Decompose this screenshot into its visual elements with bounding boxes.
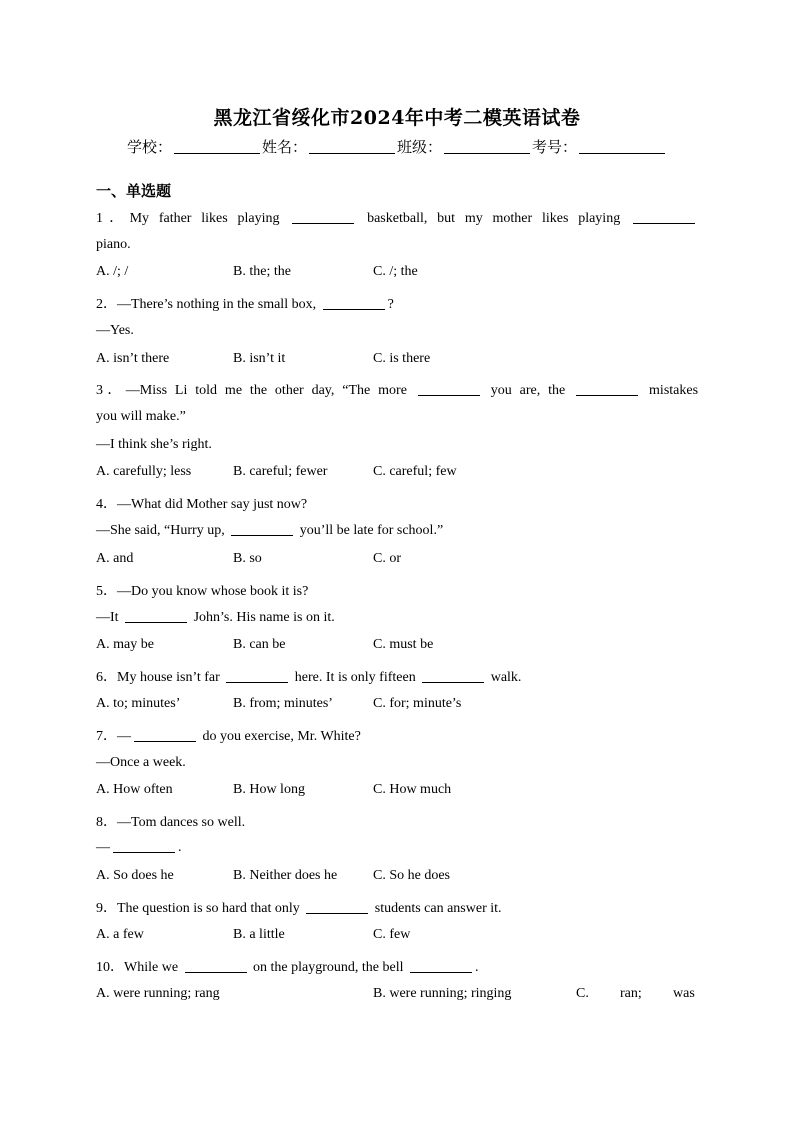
question-9-stem: 9．The question is so hard that only students can answer it.	[96, 901, 502, 916]
question-8-reply: — .	[96, 840, 182, 855]
answer-blank[interactable]	[113, 840, 175, 853]
q9-option-a[interactable]: A. a few	[96, 927, 144, 942]
q8-option-b[interactable]: B. Neither does he	[233, 868, 338, 883]
question-1-stem: 1．My father likes playing basketball, but my mother likes playing	[96, 207, 698, 227]
answer-blank[interactable]	[231, 523, 293, 536]
answer-blank[interactable]	[134, 729, 196, 742]
name-label: 姓名：	[261, 138, 307, 156]
q9-option-b[interactable]: B. a little	[233, 927, 285, 942]
question-3-stem: 3．—Miss Li told me the other day, “The more you are, the mistakes	[96, 383, 699, 398]
question-4-stem: 4．—What did Mother say just now?	[96, 497, 308, 512]
question-2-stem: 2．—There’s nothing in the small box, ?	[96, 297, 394, 312]
question-3-reply: —I think she’s right.	[96, 437, 212, 452]
question-8-stem: 8．—Tom dances so well.	[96, 815, 246, 830]
answer-blank[interactable]	[633, 211, 695, 224]
q2-option-a[interactable]: A. isn’t there	[96, 351, 170, 366]
section-heading: 一、单选题	[96, 182, 172, 200]
q8-option-c[interactable]: C. So he does	[373, 868, 450, 883]
answer-blank[interactable]	[323, 297, 385, 310]
question-5-reply: —It John’s. His name is on it.	[96, 610, 335, 625]
q6-option-b[interactable]: B. from; minutes’	[233, 696, 333, 711]
answer-blank[interactable]	[292, 211, 354, 224]
exam-no-blank[interactable]	[579, 139, 665, 154]
class-blank[interactable]	[444, 139, 530, 154]
answer-blank[interactable]	[185, 960, 247, 973]
name-blank[interactable]	[309, 139, 395, 154]
q1-option-c[interactable]: C. /; the	[373, 264, 418, 279]
q10-option-c-text-2: was	[673, 986, 695, 1001]
class-label: 班级：	[397, 138, 443, 156]
q2-option-b[interactable]: B. isn’t it	[233, 351, 286, 366]
q3-option-a[interactable]: A. carefully; less	[96, 464, 192, 479]
question-6-stem: 6．My house isn’t far here. It is only fifteen walk.	[96, 670, 522, 685]
q4-option-c[interactable]: C. or	[373, 551, 401, 566]
question-3-stem-cont: you will make.”	[96, 409, 186, 424]
q7-option-a[interactable]: A. How often	[96, 782, 173, 797]
answer-blank[interactable]	[576, 383, 638, 396]
question-1-stem-cont: piano.	[96, 237, 131, 252]
question-7-reply: —Once a week.	[96, 755, 186, 770]
q1-option-a[interactable]: A. /; /	[96, 264, 129, 279]
q8-option-a[interactable]: A. So does he	[96, 868, 174, 883]
q3-option-b[interactable]: B. careful; fewer	[233, 464, 328, 479]
question-2-reply: —Yes.	[96, 323, 134, 338]
question-4-reply: —She said, “Hurry up, you’ll be late for school.”	[96, 523, 444, 538]
answer-blank[interactable]	[418, 383, 480, 396]
q10-option-c-label[interactable]: C.	[576, 986, 589, 1001]
q6-option-a[interactable]: A. to; minutes’	[96, 696, 181, 711]
q1-option-b[interactable]: B. the; the	[233, 264, 291, 279]
question-7-stem: 7．— do you exercise, Mr. White?	[96, 729, 361, 744]
answer-blank[interactable]	[422, 670, 484, 683]
q3-option-c[interactable]: C. careful; few	[373, 464, 457, 479]
exam-no-label: 考号：	[532, 138, 578, 156]
page-title: 黑龙江省绥化市2024年中考二模英语试卷	[213, 107, 581, 129]
q5-option-a[interactable]: A. may be	[96, 637, 154, 652]
answer-blank[interactable]	[226, 670, 288, 683]
q5-option-c[interactable]: C. must be	[373, 637, 434, 652]
answer-blank[interactable]	[410, 960, 472, 973]
school-blank[interactable]	[174, 139, 260, 154]
q2-option-c[interactable]: C. is there	[373, 351, 431, 366]
question-10-stem: 10．While we on the playground, the bell .	[96, 960, 479, 975]
q7-option-c[interactable]: C. How much	[373, 782, 452, 797]
q6-option-c[interactable]: C. for; minute’s	[373, 696, 462, 711]
q9-option-c[interactable]: C. few	[373, 927, 411, 942]
q7-option-b[interactable]: B. How long	[233, 782, 305, 797]
question-5-stem: 5．—Do you know whose book it is?	[96, 584, 309, 599]
q4-option-a[interactable]: A. and	[96, 551, 134, 566]
school-label: 学校：	[126, 138, 172, 156]
q4-option-b[interactable]: B. so	[233, 551, 262, 566]
q10-option-a[interactable]: A. were running; rang	[96, 986, 220, 1001]
answer-blank[interactable]	[125, 610, 187, 623]
student-info-row	[0, 136, 794, 157]
q10-option-b[interactable]: B. were running; ringing	[373, 986, 512, 1001]
q5-option-b[interactable]: B. can be	[233, 637, 286, 652]
answer-blank[interactable]	[306, 901, 368, 914]
q10-option-c-text-1: ran;	[620, 986, 642, 1001]
